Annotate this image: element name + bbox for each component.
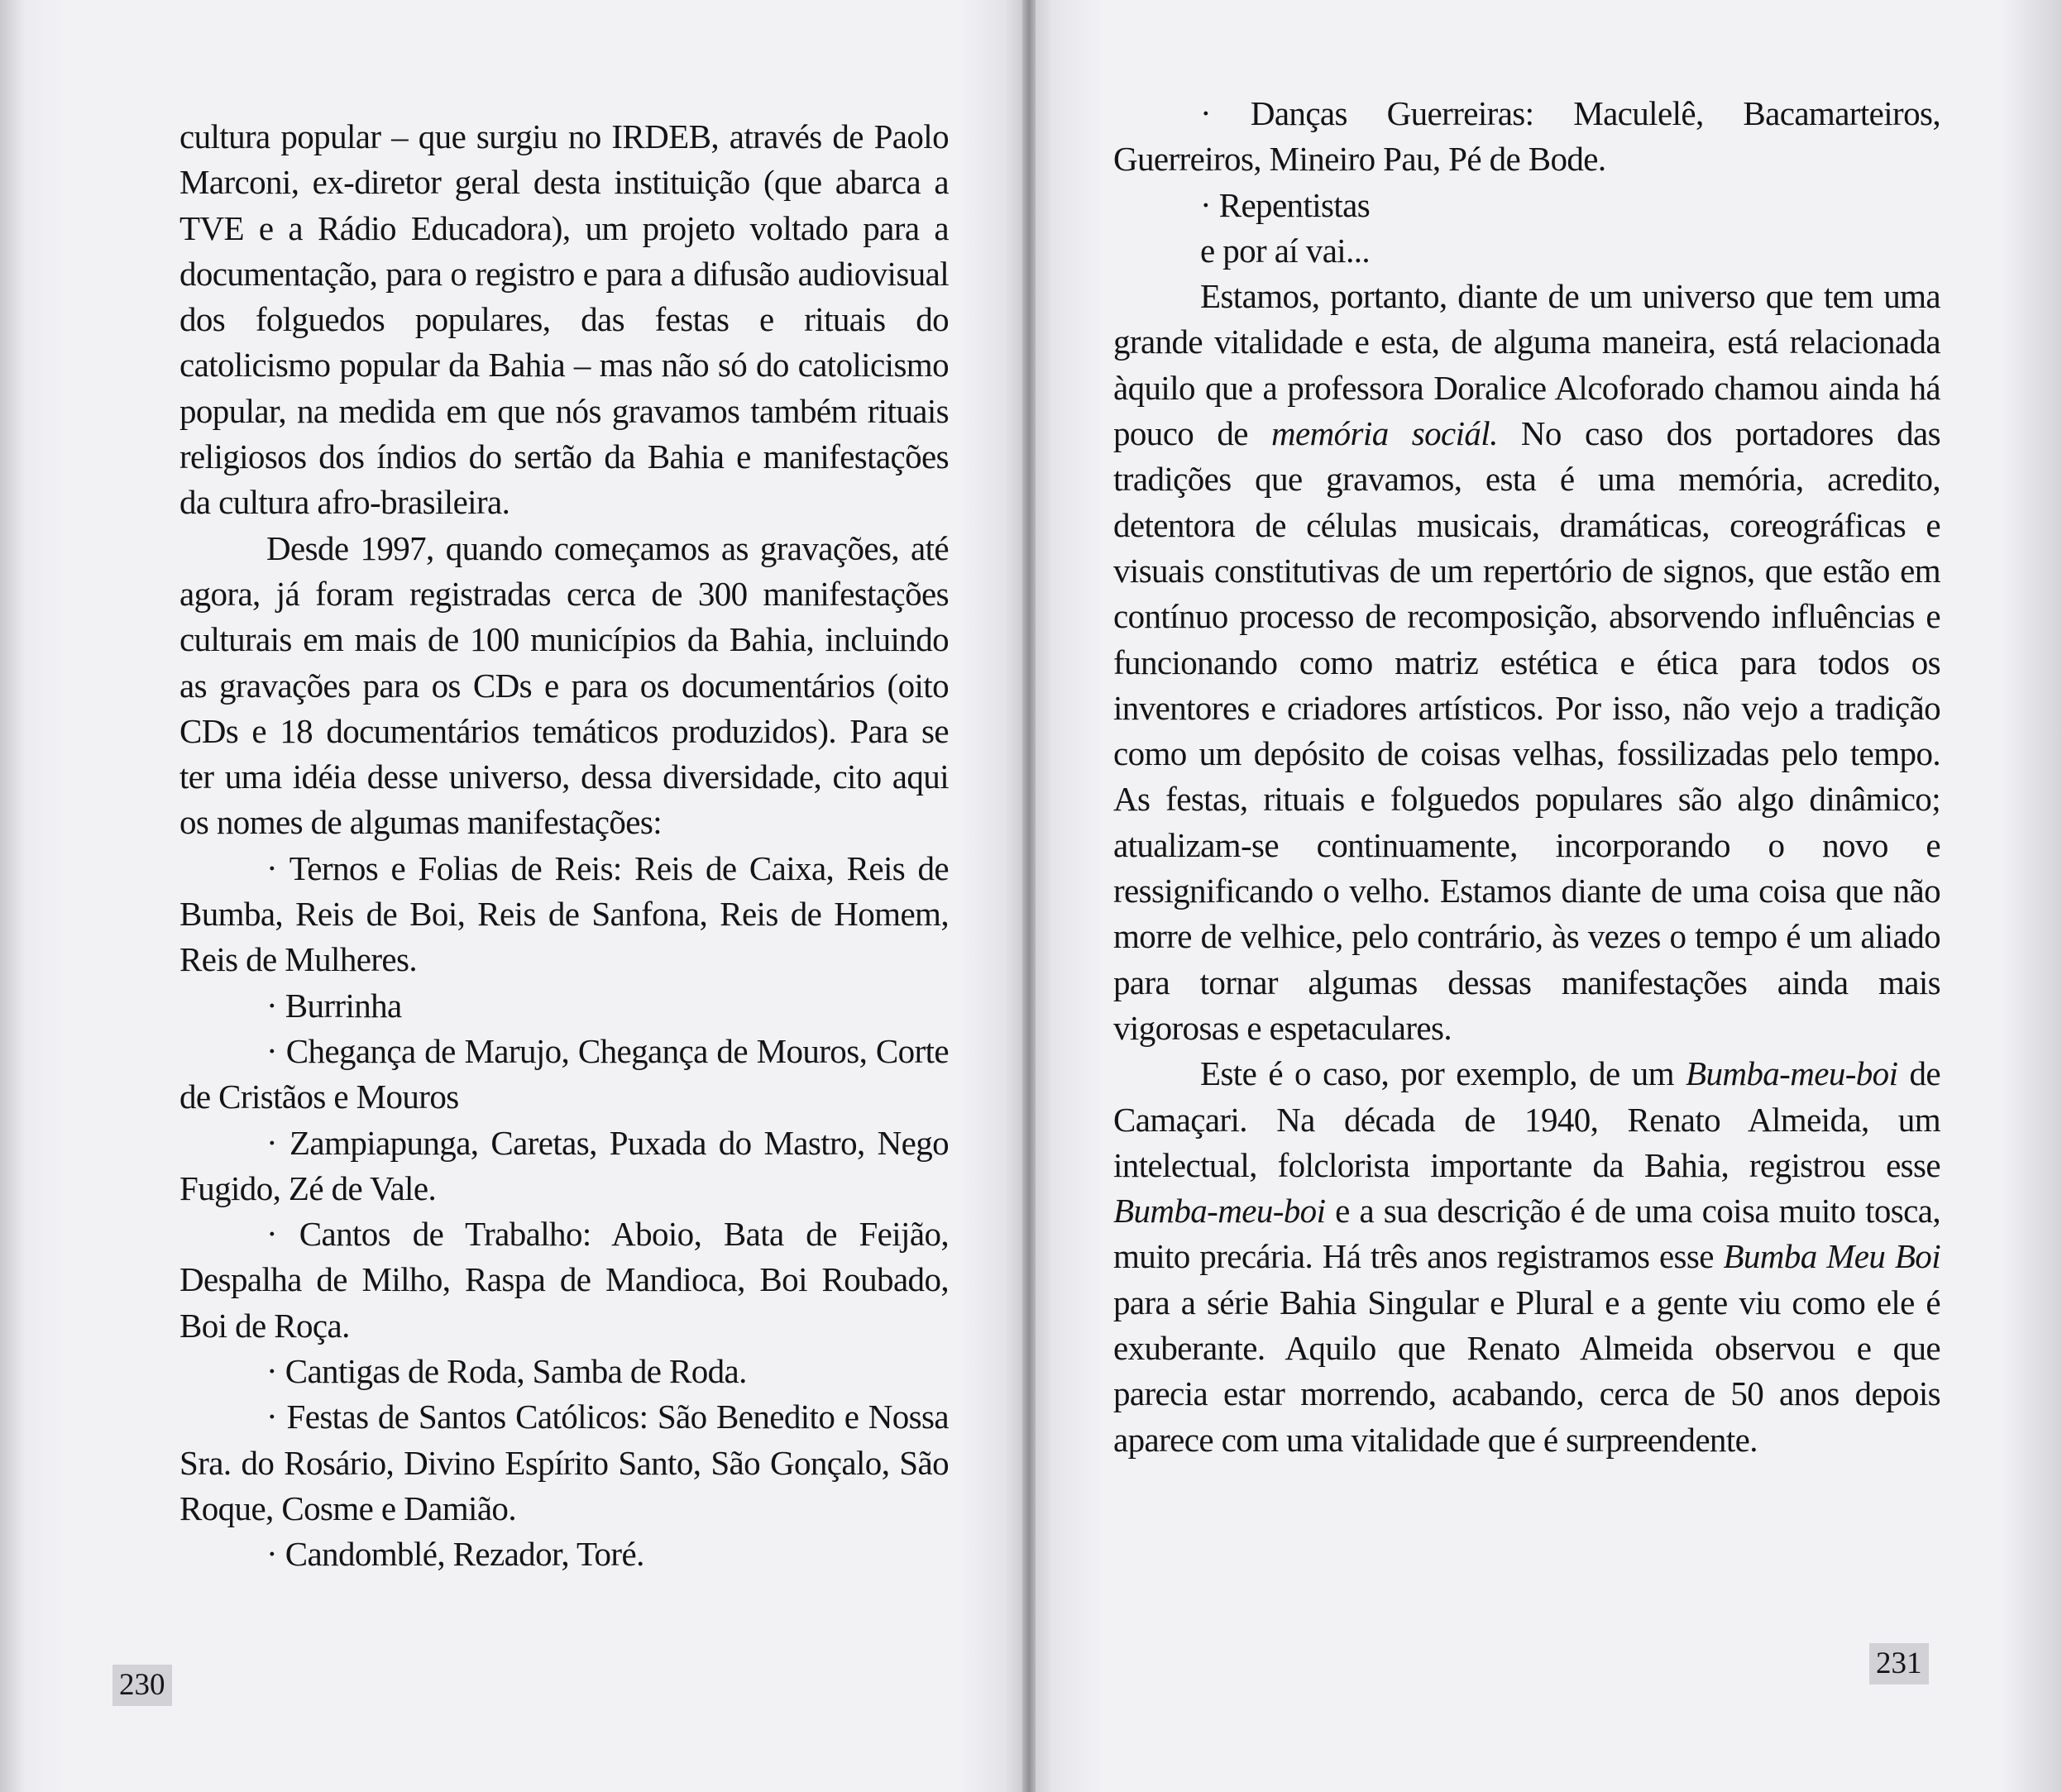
list-item: · Cantigas de Roda, Samba de Roda. <box>266 1352 747 1391</box>
italic-term: Bumba-meu-boi <box>1113 1192 1326 1231</box>
paragraph <box>1113 1051 1940 1463</box>
list-item: · Candomblé, Rezador, Toré. <box>266 1535 644 1574</box>
text-run: para a série Bahia Singular e Plural e a gente viu como ele é exuberante. Aquilo que Renato Almeida observou e que parecia estar morrendo, acabando, cerca de 50 anos depois aparece com uma vitalidade que é surpreendente. <box>1113 1283 1940 1459</box>
list-item: · Ternos e Folias de Reis: Reis de Caixa, Reis de Bumba, Reis de Boi, Reis de Sanfona, Reis de Homem, Reis de Mulheres. <box>179 848 949 979</box>
list-item: · Zampiapunga, Caretas, Puxada do Mastro, Nego Fugido, Zé de Vale. <box>179 1123 949 1207</box>
right-page-text <box>1113 91 1940 1463</box>
paragraph: cultura popular – que surgiu no IRDEB, através de Paolo Marconi, ex-diretor geral desta instituição (que abarca a TVE e a Rádio Educadora), um projeto voltado para a documentação, para o registro e para a difusão audiovisual dos folguedos populares, das festas e rituais do catolicismo popular da Bahia – mas não só do catolicismo popular, na medida em que nós gravamos também rituais religiosos dos índios do sertão da Bahia e manifestações da cultura afro-brasileira. <box>179 117 949 522</box>
page-number: 230 <box>112 1665 172 1706</box>
right-page <box>1029 0 2062 1792</box>
italic-term: memória sociál. <box>1271 414 1498 453</box>
left-page-text <box>179 114 949 1578</box>
left-page <box>0 0 1029 1792</box>
italic-term: Bumba Meu Boi <box>1723 1237 1940 1276</box>
list-item: · Festas de Santos Católicos: São Benedito e Nossa Sra. do Rosário, Divino Espírito Santo, São Gonçalo, São Roque, Cosme e Damião. <box>179 1398 949 1527</box>
paragraph: Desde 1997, quando começamos as gravações, até agora, já foram registradas cerca de 300 manifestações culturais em mais de 100 municípios da Bahia, incluindo as gravações para os CDs e para os documentários (oito CDs e 18 documentários temáticos produzidos). Para se ter uma idéia desse universo, dessa diversidade, cito aqui os nomes de algumas manifestações: <box>179 528 949 842</box>
list-item: e por aí vai... <box>1200 231 1371 270</box>
list-item: · Burrinha <box>266 986 402 1025</box>
list-item: · Danças Guerreiras: Maculelê, Bacamarteiros, Guerreiros, Mineiro Pau, Pé de Bode. <box>1113 94 1940 179</box>
text-run: Este é o caso, por exemplo, de um <box>1200 1054 1686 1093</box>
page-number: 231 <box>1869 1643 1929 1684</box>
book-gutter <box>1022 0 1036 1792</box>
list-item: · Cantos de Trabalho: Aboio, Bata de Feijão, Despalha de Milho, Raspa de Mandioca, Boi Roubado, Boi de Roça. <box>179 1215 949 1345</box>
list-item: · Repentistas <box>1200 185 1371 224</box>
paragraph <box>1113 274 1940 1051</box>
text-run: Estamos, portanto, diante de um universo que tem uma grande vitalidade e esta, de alguma maneira, está relacionada àquilo que a professora Doralice Alcoforado chamou ainda há pouco de <box>1113 277 1940 453</box>
text-run: No caso dos portadores das tradições que gravamos, esta é uma memória, acredito, detentora de células musicais, dramáticas, coreográficas e visuais constitutivas de um repertório de signos, que estão em contínuo processo de recomposição, absorvendo influências e funcionando como matriz estética e ética para todos os inventores e criadores artísticos. Por isso, não vejo a tradição como um depósito de coisas velhas, fossilizadas pelo tempo. As festas, rituais e folguedos populares são algo dinâmico; atualizam-se continuamente, incorporando o novo e ressignificando o velho. Estamos diante de uma coisa que não morre de velhice, pelo contrário, às vezes o tempo é um aliado para tornar algumas dessas manifestações ainda mais vigorosas e espetaculares. <box>1113 414 1940 1047</box>
italic-term: Bumba-meu-boi <box>1686 1054 1898 1093</box>
text-run: de Camaçari. Na década de 1940, Renato Almeida, um intelectual, folclorista importante da Bahia, registrou esse <box>1113 1054 1940 1184</box>
list-item: · Chegança de Marujo, Chegança de Mouros, Corte de Cristãos e Mouros <box>179 1031 949 1116</box>
text-run: e a sua descrição é de uma coisa muito tosca, muito precária. Há três anos registramos esse <box>1113 1192 1940 1276</box>
